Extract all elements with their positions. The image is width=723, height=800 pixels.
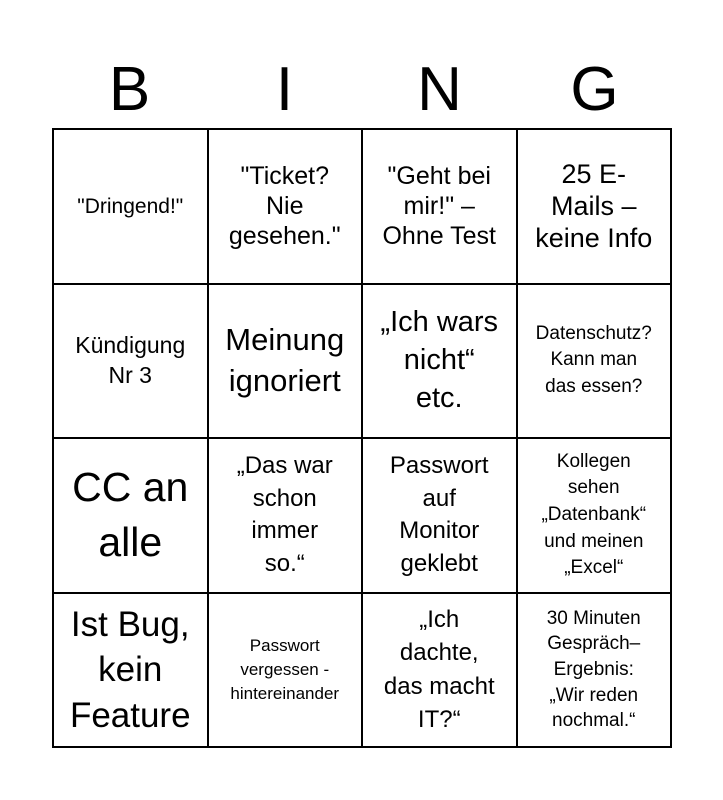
bingo-cell[interactable]	[53, 593, 208, 748]
bingo-cell[interactable]	[208, 438, 363, 593]
bingo-cell-text: "Geht bei mir!" – Ohne Test	[382, 162, 496, 251]
bingo-cell-text: Ist Bug, kein Feature	[69, 604, 191, 735]
bingo-cell[interactable]	[208, 593, 363, 748]
bingo-cell-text: „Ich dachte, das macht IT?“	[383, 605, 495, 734]
bingo-cell[interactable]	[517, 284, 672, 439]
bingo-cell[interactable]	[208, 129, 363, 284]
header-letter-n: N	[417, 55, 462, 124]
header-letter-i: I	[275, 55, 294, 124]
bingo-cell-text: "Ticket? Nie gesehen."	[228, 162, 341, 251]
bingo-cell-text: Meinung ignoriert	[225, 322, 345, 398]
bingo-cell[interactable]	[208, 284, 363, 439]
bingo-cell-text: Kündigung Nr 3	[75, 331, 186, 388]
bingo-cell[interactable]	[517, 129, 672, 284]
header-letter-g: G	[570, 55, 619, 124]
bingo-cell-text: „Ich wars nicht“ etc.	[380, 306, 499, 414]
bingo-cell-text: Passwort auf Monitor geklebt	[389, 452, 489, 577]
bingo-grid	[52, 128, 672, 748]
bingo-header	[52, 52, 672, 128]
bingo-cell-text: 30 Minuten Gespräch– Ergebnis: „Wir reden nochmal.“	[546, 607, 641, 732]
bingo-cell[interactable]	[53, 284, 208, 439]
bingo-cell-text: CC an alle	[72, 463, 189, 566]
bingo-cell-text: „Das war schon immer so.“	[236, 452, 333, 577]
bingo-cell[interactable]	[362, 284, 517, 439]
bingo-cell-text: 25 E- Mails – keine Info	[535, 158, 653, 254]
bingo-cell[interactable]	[362, 438, 517, 593]
bingo-cell[interactable]	[53, 129, 208, 284]
bingo-cell[interactable]	[362, 593, 517, 748]
bingo-cell[interactable]	[517, 593, 672, 748]
bingo-cell-text: Kollegen sehen „Datenbank“ und meinen „Excel“	[541, 450, 647, 579]
header-letter-b: B	[108, 55, 151, 124]
bingo-cell-text: Datenschutz? Kann man das essen?	[535, 322, 652, 398]
bingo-cell[interactable]	[362, 129, 517, 284]
bingo-cell[interactable]	[517, 438, 672, 593]
bingo-cell-text: Passwort vergessen - hintereinander	[230, 636, 340, 703]
bingo-cell[interactable]	[53, 438, 208, 593]
bingo-cell-text: "Dringend!"	[77, 194, 184, 218]
